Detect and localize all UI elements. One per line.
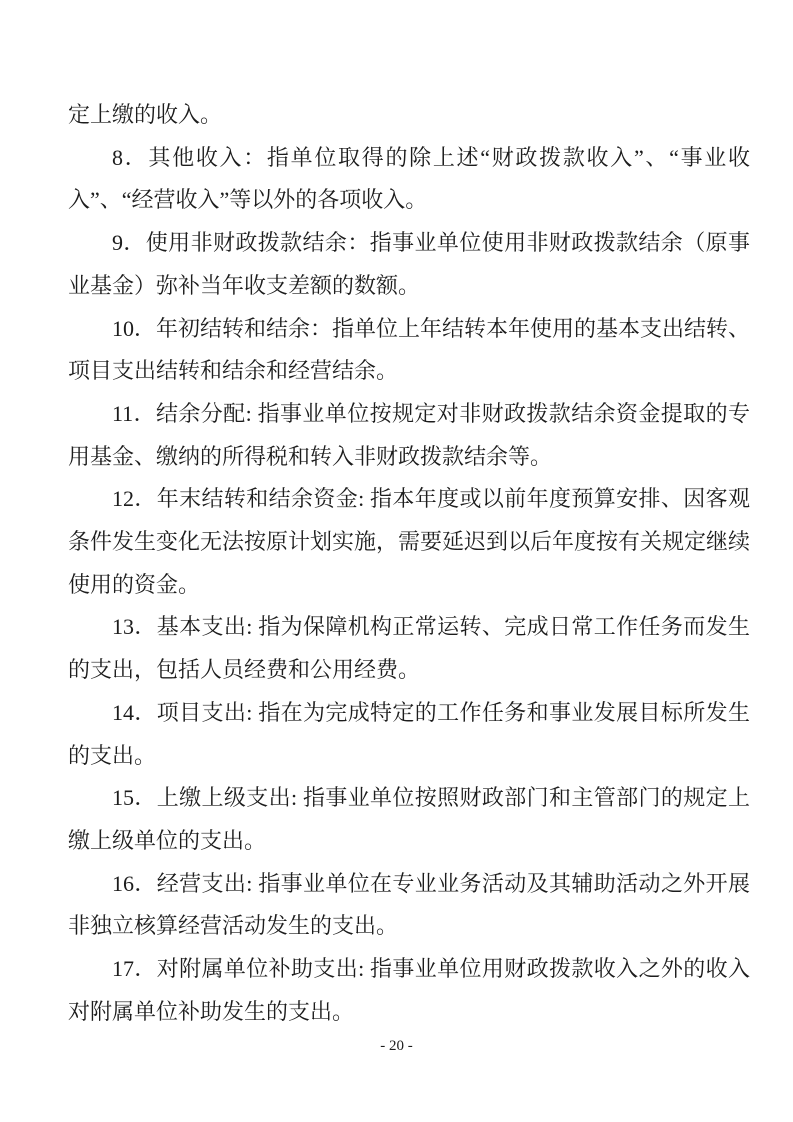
paragraph-item-8: 8．其他收入：指单位取得的除上述“财政拨款收入”、“事业收入”、“经营收入”等以外的各项收入。 — [68, 144, 750, 213]
document-body — [68, 94, 750, 1033]
paragraph-item-17: 17．对附属单位补助支出: 指事业单位用财政拨款收入之外的收入对附属单位补助发生的支出。 — [68, 956, 750, 1024]
paragraph-continuation: 定上缴的收入。 — [68, 102, 223, 127]
paragraph-item-13: 13．基本支出: 指为保障机构正常运转、完成日常工作任务而发生的支出，包括人员经费和公用经费。 — [68, 614, 750, 683]
paragraph-item-15: 15．上缴上级支出: 指事业单位按照财政部门和主管部门的规定上缴上级单位的支出。 — [68, 785, 750, 853]
paragraph-item-10: 10．年初结转和结余：指单位上年结转本年使用的基本支出结转、项目支出结转和结余和经营结余。 — [68, 315, 751, 384]
paragraph-item-12: 12．年末结转和结余资金: 指本年度或以前年度预算安排、因客观条件发生变化无法按原计划实施，需要延迟到以后年度按有关规定继续使用的资金。 — [68, 486, 751, 597]
page-number: - 20 - — [380, 1038, 413, 1054]
paragraph-item-14: 14．项目支出: 指在为完成特定的工作任务和事业发展目标所发生的支出。 — [68, 699, 750, 768]
paragraph-item-11: 11．结余分配: 指事业单位按规定对非财政拨款结余资金提取的专用基金、缴纳的所得税和转入非财政拨款结余等。 — [68, 400, 750, 469]
paragraph-item-9: 9．使用非财政拨款结余：指事业单位使用非财政拨款结余（原事业基金）弥补当年收支差额的数额。 — [68, 230, 750, 298]
paragraph-item-16: 16．经营支出: 指事业单位在专业业务活动及其辅助活动之外开展非独立核算经营活动发生的支出。 — [68, 870, 750, 939]
